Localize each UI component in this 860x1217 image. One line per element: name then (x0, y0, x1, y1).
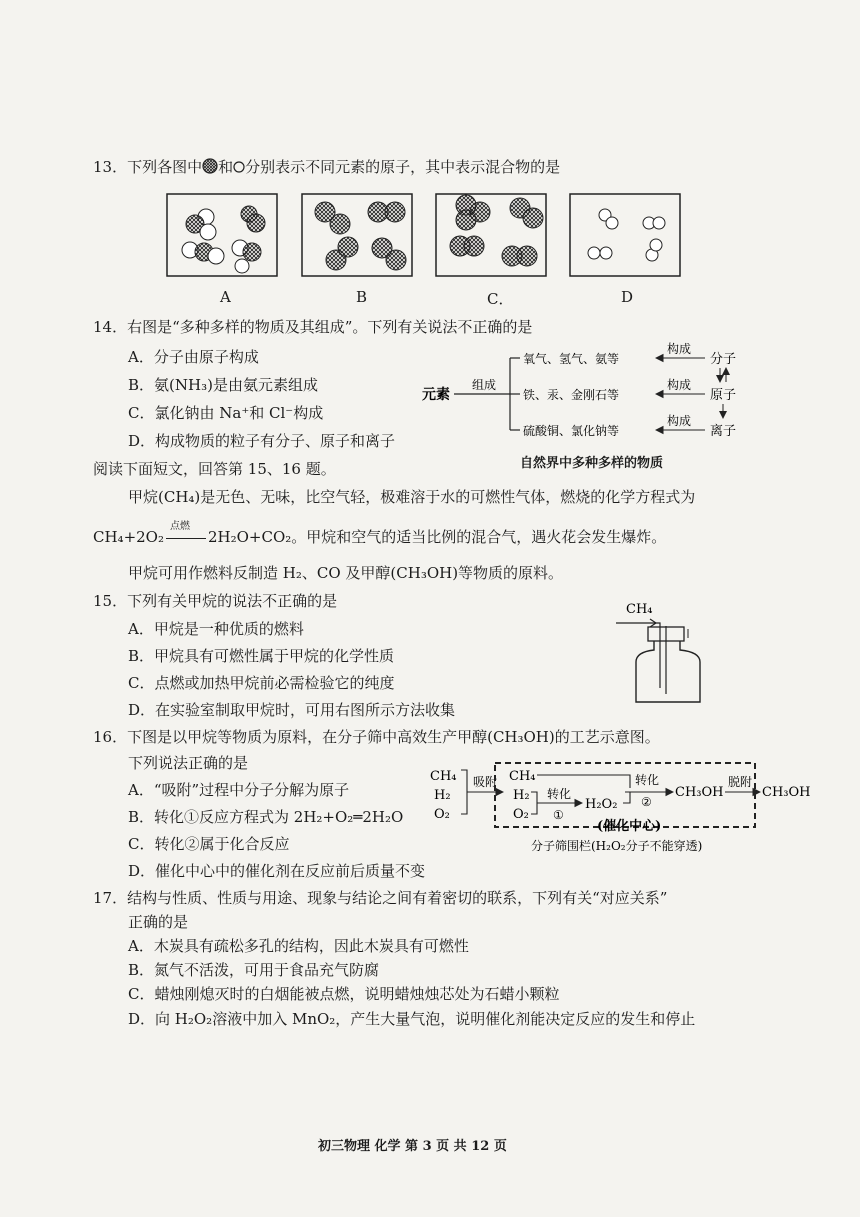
q13-stem-post: 分别表示不同元素的原子，其中表示混合物的是 (245, 158, 561, 176)
gas-bottle-icon (610, 598, 720, 704)
q16-sub: 下列说法正确的是 (128, 754, 249, 772)
q16-option-c: C．转化②属于化合反应 (128, 835, 290, 853)
eq-condition: 点燃 (170, 521, 190, 532)
q13-label-b: B (356, 288, 368, 306)
q16-center: (催化中心) (597, 819, 662, 834)
q14-stem: 14．右图是“多种多样的物质及其组成”。下列有关说法不正确的是 (93, 318, 533, 336)
reading-p1: 甲烷(CH₄)是无色、无味，比空气轻，极难溶于水的可燃性气体，燃烧的化学方程式为 (128, 488, 696, 506)
q13-diagrams (160, 190, 690, 280)
q14-caption: 自然界中多种多样的物质 (520, 456, 664, 471)
q14-construct2: 构成 (667, 378, 692, 392)
q14-row2: 铁、汞、金刚石等 (523, 388, 620, 402)
q15-stem: 15．下列有关甲烷的说法不正确的是 (93, 592, 338, 610)
q14-option-d: D．构成物质的粒子有分子、原子和离子 (128, 432, 396, 450)
q13-label-c: C． (487, 290, 514, 308)
q15-gas-label: CH₄ (626, 602, 653, 617)
q13-label-a: A (220, 288, 231, 306)
q15-option-a: A．甲烷是一种优质的燃料 (128, 620, 304, 638)
q16-in2: H₂ (434, 788, 451, 803)
q16-stem: 16．下图是以甲烷等物质为原料，在分子筛中高效生产甲醇(CH₃OH)的工艺示意图。 (93, 728, 660, 746)
q16-option-d: D．催化中心中的催化剂在反应前后质量不变 (128, 862, 426, 880)
q13-stem (93, 156, 560, 177)
q16-circ2: ② (641, 795, 652, 809)
q16-h2: H₂ (513, 788, 530, 803)
q14-molecule: 分子 (710, 352, 737, 367)
q13-box-a (167, 194, 277, 276)
q17-option-d: D．向 H₂O₂溶液中加入 MnO₂，产生大量气泡，说明催化剂能决定反应的发生和停止 (128, 1010, 696, 1028)
q13-stem-mid: 和 (218, 158, 234, 176)
page-footer: 初三物理 化学 第 3 页 共 12 页 (318, 1139, 507, 1154)
q15-option-b: B．甲烷具有可燃性属于甲烷的化学性质 (128, 647, 395, 665)
q15-option-c: C．点燃或加热甲烷前必需检验它的纯度 (128, 674, 395, 692)
q17-option-b: B．氮气不活泼，可用于食品充气防腐 (128, 961, 380, 979)
q14-row3: 硫酸铜、氯化钠等 (523, 424, 620, 438)
open-atom-icon (233, 161, 245, 173)
eq-left: CH₄+2O₂ (93, 528, 164, 546)
q17-stem-1: 17．结构与性质、性质与用途、现象与结论之间有着密切的联系，下列有关“对应关系” (93, 889, 668, 907)
eq-right: 2H₂O+CO₂。甲烷和空气的适当比例的混合气，遇火花会发生爆炸。 (208, 528, 667, 546)
q14-element: 元素 (422, 387, 450, 403)
q16-adsorb: 吸附 (473, 775, 498, 789)
q14-option-a: A．分子由原子构成 (128, 348, 259, 366)
q13-box-c (436, 194, 546, 276)
q14-ion: 离子 (710, 424, 737, 439)
q16-fence: 分子筛围栏(H₂O₂分子不能穿透) (531, 839, 703, 853)
q17-option-c: C．蜡烛刚熄灭时的白烟能被点燃，说明蜡烛烛芯处为石蜡小颗粒 (128, 985, 560, 1003)
reading-intro: 阅读下面短文，回答第 15、16 题。 (93, 460, 336, 478)
q16-o2: O₂ (513, 807, 529, 822)
q14-diagram (420, 340, 750, 445)
q17-stem-2: 正确的是 (128, 913, 189, 931)
q14-row1: 氧气、氢气、氨等 (523, 352, 620, 366)
q13-label-d: D (621, 288, 634, 306)
hatched-atom-icon (202, 158, 218, 174)
q16-ch4: CH₄ (509, 769, 536, 784)
q16-option-b: B．转化①反应方程式为 2H₂+O₂═2H₂O (128, 808, 404, 826)
eq-arrow (164, 521, 208, 546)
q14-construct3: 构成 (667, 414, 692, 428)
q16-desorb: 脱附 (728, 775, 753, 789)
q14-construct1: 构成 (667, 342, 692, 356)
q16-in1: CH₄ (430, 769, 457, 784)
q14-atom: 原子 (710, 388, 737, 403)
q16-conv2: 转化 (635, 773, 660, 787)
q14-option-c: C．氯化钠由 Na⁺和 Cl⁻构成 (128, 404, 324, 422)
reading-equation (93, 521, 667, 547)
q16-ch3oh: CH₃OH (675, 785, 724, 800)
q15-option-d: D．在实验室制取甲烷时，可用右图所示方法收集 (128, 701, 456, 719)
q13-box-d (570, 194, 680, 276)
q16-circ1: ① (553, 808, 564, 822)
q16-h2o2: H₂O₂ (585, 797, 618, 812)
q13-stem-pre: 13．下列各图中 (93, 158, 203, 176)
q14-option-b: B．氨(NH₃)是由氨元素组成 (128, 376, 318, 394)
q16-in3: O₂ (434, 807, 450, 822)
q16-option-a: A．“吸附”过程中分子分解为原子 (128, 781, 350, 799)
q16-diagram (425, 758, 820, 858)
q17-option-a: A．木炭具有疏松多孔的结构，因此木炭具有可燃性 (128, 937, 469, 955)
q14-compose: 组成 (472, 378, 497, 392)
reading-p3: 甲烷可用作燃料反制造 H₂、CO 及甲醇(CH₃OH)等物质的原料。 (128, 564, 564, 582)
q16-out: CH₃OH (762, 785, 811, 800)
q16-conv1: 转化 (547, 787, 572, 801)
q13-box-b (302, 194, 412, 276)
